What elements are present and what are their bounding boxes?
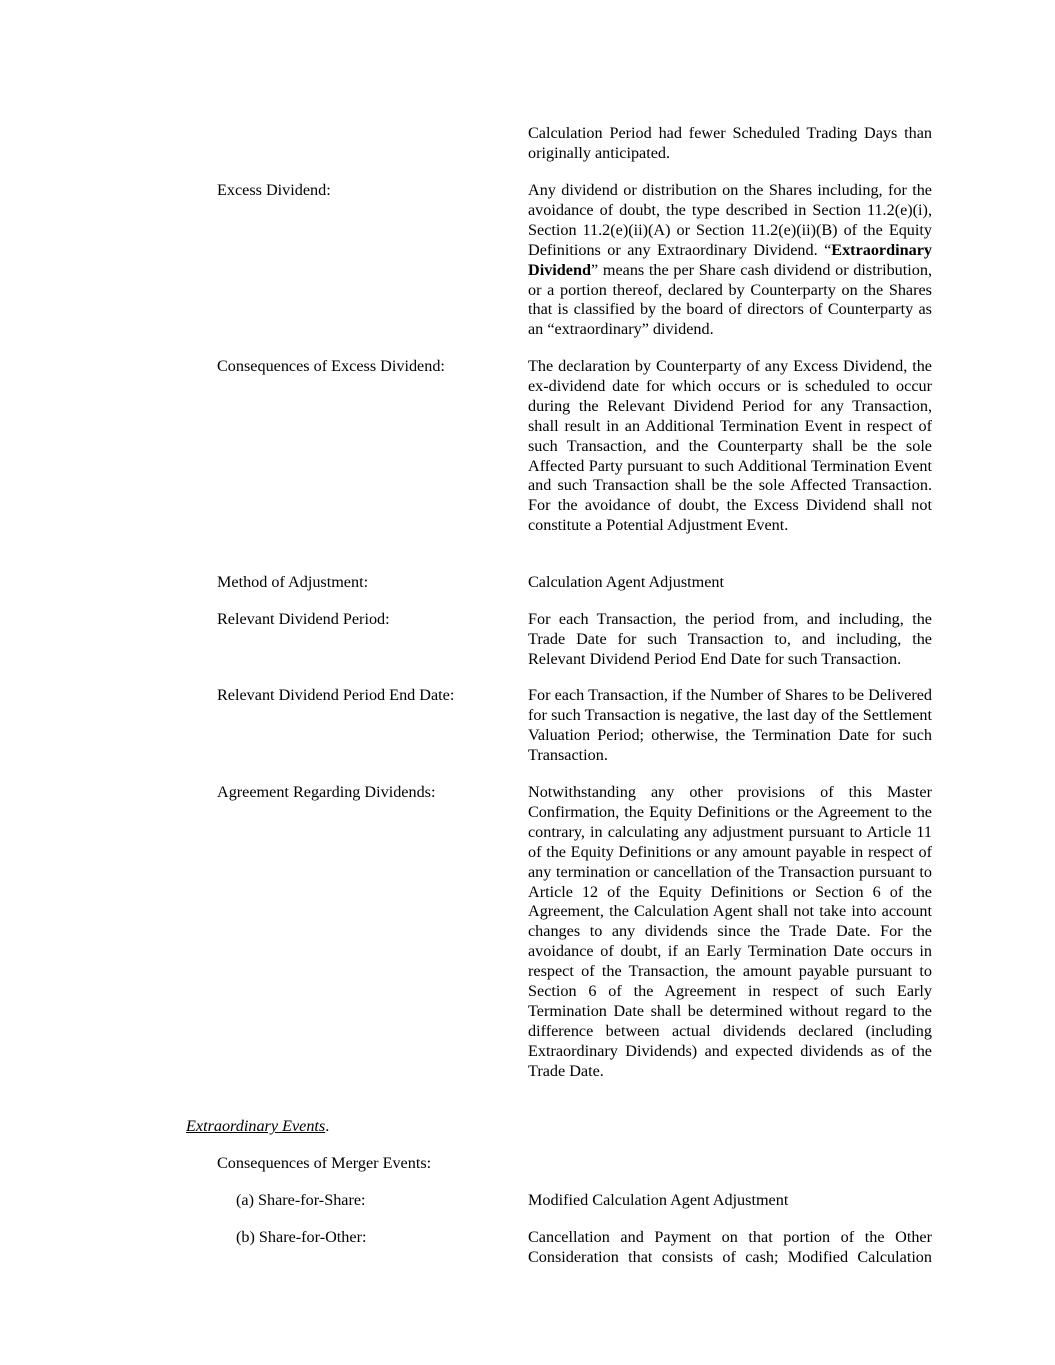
method-of-adjustment-term: Method of Adjustment: (217, 573, 369, 591)
method-of-adjustment-body: Calculation Agent Adjustment (528, 573, 725, 591)
continuation-text: Calculation Period had fewer Scheduled Trading Days than originally anticipated. (528, 124, 932, 162)
relevant-dividend-period-term: Relevant Dividend Period: (217, 610, 390, 628)
relevant-dividend-period-end-date-body: For each Transaction, if the Number of Shares to be Delivered for such Transaction is negative, the last day of the Settlement Valuation Period; otherwise, the Termination Date for such Transaction. (528, 686, 932, 764)
extraordinary-events-heading-text: Extraordinary Events (186, 1117, 326, 1135)
extraordinary-dividend-defined-term: Extraordinary Dividend (528, 240, 932, 279)
agreement-regarding-dividends-term: Agreement Regarding Dividends: (217, 783, 436, 801)
agreement-regarding-dividends-body: Notwithstanding any other provisions of this Master Confirmation, the Equity Definitions or the Agreement to the contrary, in calculating any adjustment pursuant to Article 11 of the Equity Definitions or any amount payable in respect of any termination or cancellation of the Transaction pursuant to Article 12 of the Equity Definitions or Section 6 of the Agreement, the Calculation Agent shall not take into account changes to any dividends since the Trade Date. For the avoidance of doubt, if an Early Termination Date occurs in respect of the Transaction, the amount payable pursuant to Section 6 of the Agreement in respect of such Early Termination Date shall be determined without regard to the difference between actual dividends declared (including Extraordinary Dividends) and expected dividends as of the Trade Date. (528, 783, 932, 1080)
extraordinary-events-heading-period: . (325, 1117, 330, 1135)
share-for-share-body: Modified Calculation Agent Adjustment (528, 1191, 789, 1209)
excess-dividend-body-part2: ” means the per Share cash dividend or distribution, or a portion thereof, declared by Counterparty on the Shares that is classified by the board of directors of Counterparty as an “extraordinary” dividend. (528, 260, 932, 339)
share-for-share-term: (a) Share-for-Share: (236, 1191, 366, 1209)
excess-dividend-body (528, 181, 932, 340)
share-for-other-body: Cancellation and Payment on that portion of the Other Consideration that consists of cash; Modified Calculation (528, 1228, 932, 1266)
consequences-merger-events-term: Consequences of Merger Events: (217, 1154, 432, 1172)
excess-dividend-term: Excess Dividend: (217, 181, 331, 199)
relevant-dividend-period-body: For each Transaction, the period from, and including, the Trade Date for such Transaction to, and including, the Relevant Dividend Period End Date for such Transaction. (528, 610, 932, 668)
consequences-excess-dividend-term: Consequences of Excess Dividend: (217, 357, 445, 375)
consequences-excess-dividend-body: The declaration by Counterparty of any Excess Dividend, the ex-dividend date for which occurs or is scheduled to occur during the Relevant Dividend Period for any Transaction, shall result in an Additional Termination Event in respect of such Transaction, and the Counterparty shall be the sole Affected Party pursuant to such Additional Termination Event and such Transaction shall be the sole Affected Transaction. For the avoidance of doubt, the Excess Dividend shall not constitute a Potential Adjustment Event. (528, 357, 932, 535)
excess-dividend-body-part1: Any dividend or distribution on the Shares including, for the avoidance of doubt, the type described in Section 11.2(e)(i), Section 11.2(e)(ii)(A) or Section 11.2(e)(ii)(B) of the Equity Definitions or any Extraordinary Dividend. “ (528, 181, 932, 259)
extraordinary-events-heading (186, 1117, 329, 1137)
share-for-other-term: (b) Share-for-Other: (236, 1228, 367, 1246)
relevant-dividend-period-end-date-term: Relevant Dividend Period End Date: (217, 686, 455, 704)
